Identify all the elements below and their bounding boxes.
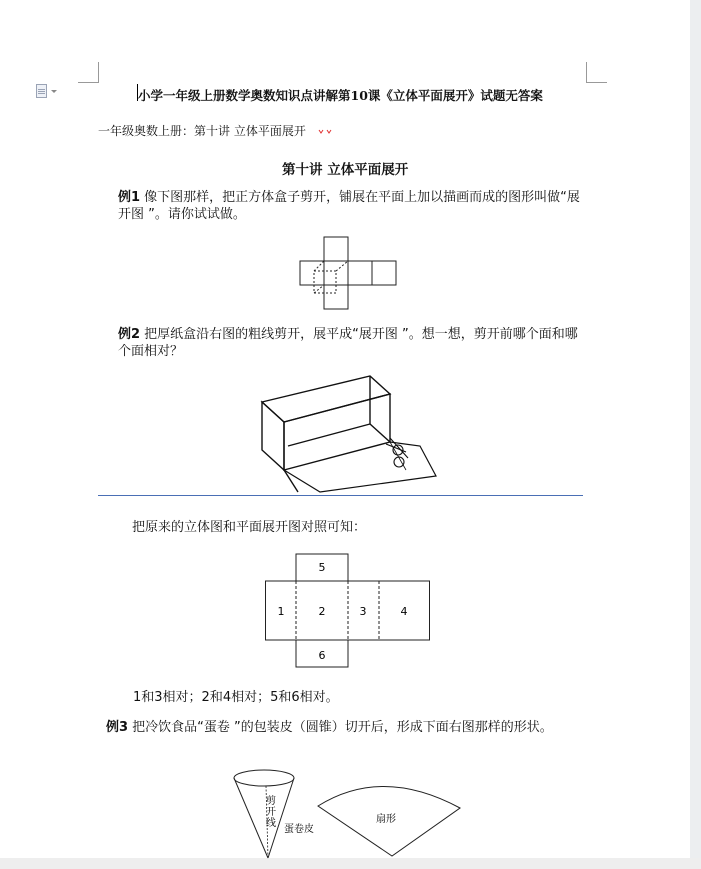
example-1-text: 像下图那样，把正方体盒子剪开，铺展在平面上加以描画而成的图形叫做“展开图 ”。请你试试做。 (118, 190, 580, 222)
numbered-cube-net (265, 553, 435, 668)
horizontal-scrollbar[interactable] (0, 858, 701, 869)
example-2-text: 把厚纸盒沿右图的粗线剪开，展平成“展开图 ”。想一想，剪开前哪个面和哪个面相对？ (118, 327, 578, 359)
cut-line-char: 开 (266, 807, 276, 818)
net-face-2: 2 (318, 605, 326, 618)
page-separator-line (98, 495, 583, 496)
net-face-4: 4 (400, 605, 408, 618)
example-2-paragraph (118, 326, 588, 360)
document-icon (36, 84, 47, 98)
example-3-text: 把冷饮食品“蛋卷 ”的包装皮（圆锥）切开后，形成下面右图那样的形状。 (128, 720, 553, 735)
net-face-6: 6 (318, 649, 326, 662)
comparison-text: 把原来的立体图和平面展开图对照可知： (132, 520, 367, 535)
document-title: 小学一年级上册数学奥数知识点讲解第10课《立体平面展开》试题无答案 (138, 88, 543, 103)
net-face-1: 1 (277, 605, 285, 618)
example-1-paragraph (118, 189, 588, 223)
subtitle: 一年级奥数上册：第十讲 立体平面展开 (98, 124, 306, 138)
wrapper-label: 蛋卷皮 (284, 824, 314, 835)
document-menu-button[interactable] (36, 84, 66, 98)
cut-line-char: 剪 (266, 796, 276, 807)
example-1-label: 例1 (118, 190, 141, 205)
lecture-title: 第十讲 立体平面展开 (282, 162, 409, 178)
page-corner-mark-right (586, 62, 607, 83)
cut-line-char: 线 (266, 818, 276, 829)
spellcheck-squiggle (318, 128, 338, 136)
chevron-down-icon (51, 90, 57, 93)
cone-sector-figure (232, 768, 482, 858)
cube-net-figure (298, 236, 408, 316)
sector-label: 扇形 (376, 814, 396, 825)
vertical-scrollbar[interactable] (690, 0, 701, 860)
example-3-paragraph (106, 719, 586, 736)
open-box-figure (258, 374, 448, 499)
net-face-5: 5 (318, 561, 326, 574)
result-text: 1和3相对；2和4相对；5和6相对。 (133, 690, 339, 705)
page-corner-mark-left (78, 62, 99, 83)
cut-line-label-1 (266, 795, 276, 829)
net-face-3: 3 (359, 605, 367, 618)
example-2-label: 例2 (118, 327, 141, 342)
example-3-label: 例3 (106, 720, 129, 735)
